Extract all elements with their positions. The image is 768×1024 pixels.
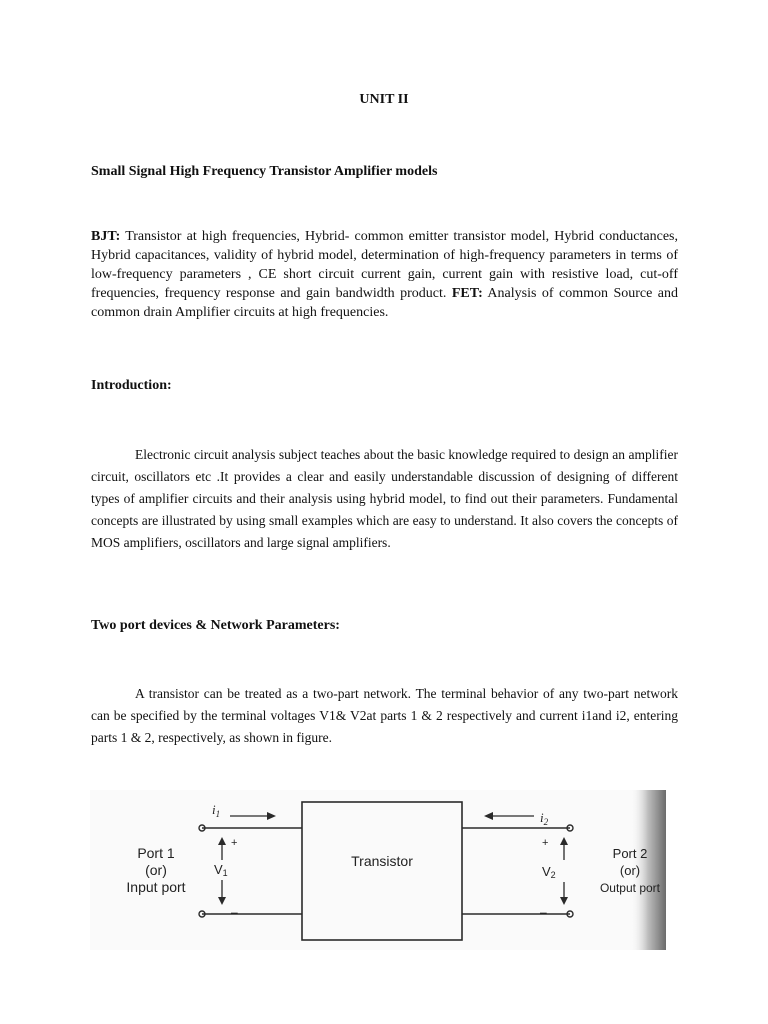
port1-label-line1: Port 1 (137, 845, 175, 861)
subject-title: Small Signal High Frequency Transistor Amplifier models (91, 164, 438, 179)
v1-minus-sign: – (231, 905, 238, 919)
two-port-heading: Two port devices & Network Parameters: (91, 618, 340, 633)
i2-label: $i_2$ (540, 810, 549, 827)
i1-label: $i_1$ (212, 802, 221, 819)
bjt-label: BJT: (91, 229, 121, 244)
figure-background (90, 790, 666, 950)
v2-plus-sign: + (542, 837, 549, 849)
two-port-paragraph: A transistor can be treated as a two-part network. The terminal behavior of any two-part network can be specified by the terminal voltages V1& V2at parts 1 & 2 respectively and current i1and i2, entering parts 1 & 2, respectively, as shown in figure. (91, 686, 678, 745)
v1-plus-sign: + (231, 837, 238, 849)
v2-minus-sign: – (540, 905, 547, 919)
port2-label-line1: Port 2 (612, 846, 648, 861)
unit-title: UNIT II (359, 92, 409, 107)
port2-label-line2: (or) (619, 863, 641, 878)
fet-label: FET: (451, 286, 483, 301)
port1-label-line2: (or) (145, 862, 167, 878)
introduction-heading: Introduction: (91, 378, 172, 393)
v1-label: V1 (214, 862, 228, 878)
fet-text: Analysis of common Source and common drain Amplifier circuits at high frequencies. (91, 286, 678, 320)
syllabus-paragraph (91, 227, 678, 322)
introduction-paragraph: Electronic circuit analysis subject teaches about the basic knowledge required to design an amplifier circuit, oscillators etc .It provides a clear and easily understandable discussion of designing of different types of amplifier circuits and their analysis using hybrid model, to find out their parameters. Fundamental concepts are illustrated by using small examples which are easy to understand. It also covers the concepts of MOS amplifiers, oscillators and large signal amplifiers. (91, 447, 678, 550)
transistor-label: Transistor (351, 853, 413, 869)
port2-label-line3: Output port (599, 881, 661, 895)
two-port-diagram (90, 790, 666, 950)
v2-label: V2 (542, 864, 556, 880)
port1-label-line3: Input port (126, 879, 186, 895)
bjt-text: Transistor at high frequencies, Hybrid- common emitter transistor model, Hybrid conductances, Hybrid capacitances, validity of hybrid model, determination of high-frequency parameters in terms of low-frequency parameters , CE short circuit current gain, current gain with resistive load, cut-off frequencies, frequency response and gain bandwidth product. (91, 229, 678, 301)
two-port-network-figure (90, 790, 666, 950)
